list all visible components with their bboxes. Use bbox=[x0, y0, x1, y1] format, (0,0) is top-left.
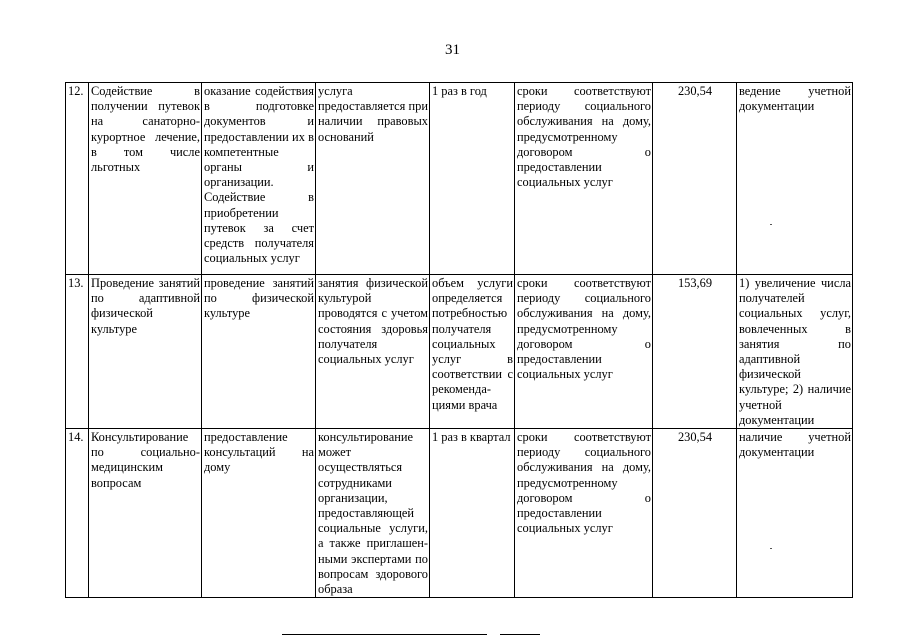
service-terms: сроки соответствуют периоду социального обслуживания на дому, предусмотренному договором о предоставлении социальных услуг bbox=[515, 429, 653, 598]
service-volume: 1 раз в квартал bbox=[430, 429, 515, 598]
service-name: Проведение занятий по адаптивной физической культуре bbox=[89, 275, 202, 429]
scan-artifact-dot bbox=[770, 224, 772, 225]
service-description: проведение занятий по физической культуре bbox=[202, 275, 316, 429]
service-terms: сроки соответствуют периоду социального обслуживания на дому, предусмотренному договором о предоставлении социальных услуг bbox=[515, 83, 653, 275]
services-table bbox=[65, 82, 853, 598]
service-conditions: занятия физической культурой проводятся с учетом состояния здоровья получателя социальных услуг bbox=[316, 275, 430, 429]
table-row bbox=[66, 83, 853, 275]
row-number: 12. bbox=[66, 83, 89, 275]
quality-indicators: ведение учетной документации bbox=[737, 83, 853, 275]
service-conditions: консультирование может осуществляться сотрудниками организации, предоставляющей социальные услуги, а также приглашен- ными экспертами по вопросам здорового образа bbox=[316, 429, 430, 598]
service-name: Консультирование по социально-медицинским вопросам bbox=[89, 429, 202, 598]
service-volume: объем услуги определяется потребностью получателя социальных услуг в соответствии с рекоменда- циями врача bbox=[430, 275, 515, 429]
scan-artifact-line bbox=[282, 634, 487, 635]
service-cost: 230,54 bbox=[653, 83, 737, 275]
service-name: Содействие в получении путевок на санаторно-курортное лечение, в том числе льготных bbox=[89, 83, 202, 275]
service-description: оказание содействия в подготовке документов и предоставлении их в компетентные органы и организации. Содействие в приобретении путевок за счет средств получателя социальных услуг bbox=[202, 83, 316, 275]
scan-artifact-dot bbox=[770, 548, 772, 549]
quality-indicators: 1) увеличение числа получателей социальных услуг, вовлеченных в занятия по адаптивной физической культуре; 2) наличие учетной документации bbox=[737, 275, 853, 429]
table-row bbox=[66, 275, 853, 429]
service-cost: 230,54 bbox=[653, 429, 737, 598]
service-volume: 1 раз в год bbox=[430, 83, 515, 275]
table-row bbox=[66, 429, 853, 598]
row-number: 14. bbox=[66, 429, 89, 598]
service-terms: сроки соответствуют периоду социального обслуживания на дому, предусмотренному договором о предоставлении социальных услуг bbox=[515, 275, 653, 429]
page-number: 31 bbox=[445, 42, 460, 58]
scan-artifact-line bbox=[500, 634, 540, 635]
service-cost: 153,69 bbox=[653, 275, 737, 429]
row-number: 13. bbox=[66, 275, 89, 429]
service-conditions: услуга предоставляется при наличии правовых оснований bbox=[316, 83, 430, 275]
service-description: предоставление консультаций на дому bbox=[202, 429, 316, 598]
quality-indicators: наличие учетной документации bbox=[737, 429, 853, 598]
